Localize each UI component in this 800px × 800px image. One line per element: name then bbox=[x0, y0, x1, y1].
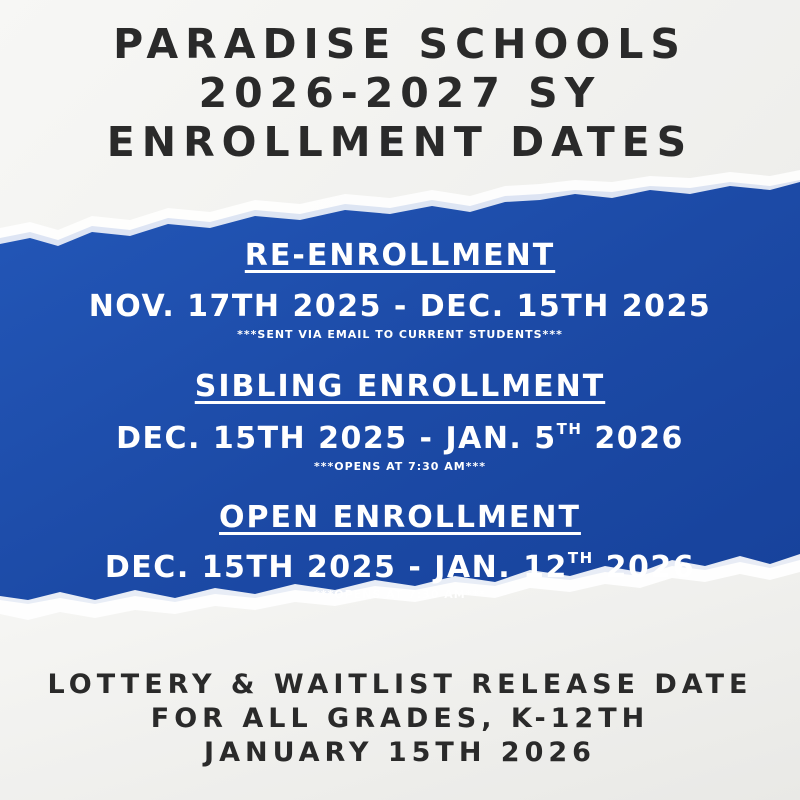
title-line-school: PARADISE SCHOOLS bbox=[113, 20, 687, 68]
lottery-line-2: FOR ALL GRADES, K-12TH bbox=[150, 703, 650, 734]
sibling-enrollment-dates bbox=[0, 420, 800, 456]
re-enrollment-dates: NOV. 17TH 2025 - DEC. 15TH 2025 bbox=[88, 289, 712, 324]
open-dates-main: DEC. 15TH 2025 - JAN. 12 bbox=[104, 550, 568, 585]
open-dates-year: 2026 bbox=[593, 550, 696, 585]
re-enrollment-heading: RE-ENROLLMENT bbox=[244, 238, 556, 273]
poster-title bbox=[0, 20, 800, 167]
re-enrollment-note: ***SENT VIA EMAIL TO CURRENT STUDENTS*** bbox=[237, 328, 563, 341]
title-line-enrollment: ENROLLMENT DATES bbox=[106, 118, 694, 166]
open-enrollment-dates bbox=[0, 549, 800, 585]
lottery-release-info bbox=[0, 668, 800, 770]
sibling-enrollment-note: ***OPENS AT 7:30 AM*** bbox=[313, 460, 487, 473]
lottery-line-3: JANUARY 15TH 2026 bbox=[204, 737, 596, 768]
sibling-dates-ordinal: TH bbox=[556, 420, 583, 438]
open-dates-ordinal: TH bbox=[567, 549, 594, 567]
sibling-dates-main: DEC. 15TH 2025 - JAN. 5 bbox=[116, 421, 557, 456]
lottery-line-1: LOTTERY & WAITLIST RELEASE DATE bbox=[47, 669, 753, 700]
title-line-year: 2026-2027 SY bbox=[198, 69, 602, 117]
open-enrollment-heading: OPEN ENROLLMENT bbox=[219, 500, 581, 535]
sibling-dates-year: 2026 bbox=[582, 421, 684, 456]
open-enrollment-note: ***OPENS AT 7:30 AM*** bbox=[313, 588, 487, 601]
sibling-enrollment-heading: SIBLING ENROLLMENT bbox=[194, 369, 606, 404]
